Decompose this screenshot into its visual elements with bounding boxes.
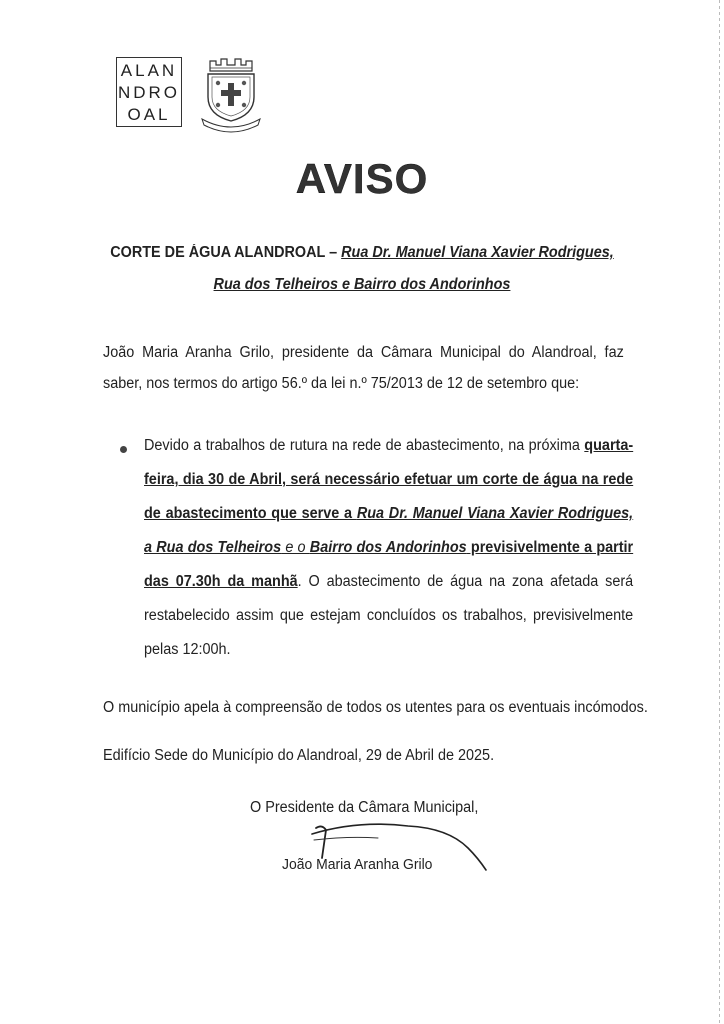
subtitle-prefix: CORTE DE ÁGUA ALANDROAL – — [110, 244, 342, 261]
subtitle-line-1 — [25, 244, 698, 262]
alandroal-logo — [116, 57, 182, 127]
bullet-text-1: Devido a trabalhos de rutura na rede de abastecimento, na próxima — [144, 437, 585, 454]
bullet-text-2: . O abastecimento de água na zona afetada será restabelecido assim que estejam concluídos os trabalhos, previsivelmente pelas 12:00h. — [144, 573, 634, 658]
signer-name: João Maria Aranha Grilo — [282, 856, 433, 873]
bullet-connector: e o — [281, 539, 310, 556]
subtitle-line-2 — [25, 276, 698, 294]
subtitle-street-1: Rua Dr. Manuel Viana Xavier Rodrigues, — [341, 244, 614, 261]
signer-title: O Presidente da Câmara Municipal, — [250, 799, 479, 816]
appeal-paragraph: O município apela à compreensão de todos os utentes para os eventuais incómodos. — [103, 699, 648, 716]
notice-bullet — [144, 429, 633, 667]
bullet-bairro: Bairro dos Andorinhos — [309, 539, 467, 556]
page-title: AVISO — [295, 155, 429, 202]
logo-line-3: OAL — [127, 105, 171, 124]
bullet-streets: Rua Dr. Manuel Viana Xavier Rodrigues, a Rua dos Telheiros — [144, 505, 634, 556]
subtitle-streets-2: Rua dos Telheiros e Bairro dos Andorinhos — [213, 276, 511, 293]
logo-line-1: ALAN — [120, 61, 178, 80]
bullet-date: quarta-feira, dia 30 de Abril, será necessário efetuar um corte de água na rede de abastecimento que serve a — [144, 437, 634, 522]
page-edge — [719, 0, 720, 1024]
date-line: Edifício Sede do Município do Alandroal, 29 de Abril de 2025. — [103, 747, 495, 764]
intro-paragraph: João Maria Aranha Grilo, presidente da Câmara Municipal do Alandroal, faz saber, nos termos do artigo 56.º da lei n.º 75/2013 de 12 de setembro que: — [103, 344, 624, 392]
coat-of-arms-icon — [196, 53, 266, 133]
logo-line-2: NDRO — [117, 83, 181, 102]
bullet-time: previsivelmente a partir das 07.30h da manhã — [144, 539, 634, 590]
bullet-icon — [120, 446, 127, 453]
